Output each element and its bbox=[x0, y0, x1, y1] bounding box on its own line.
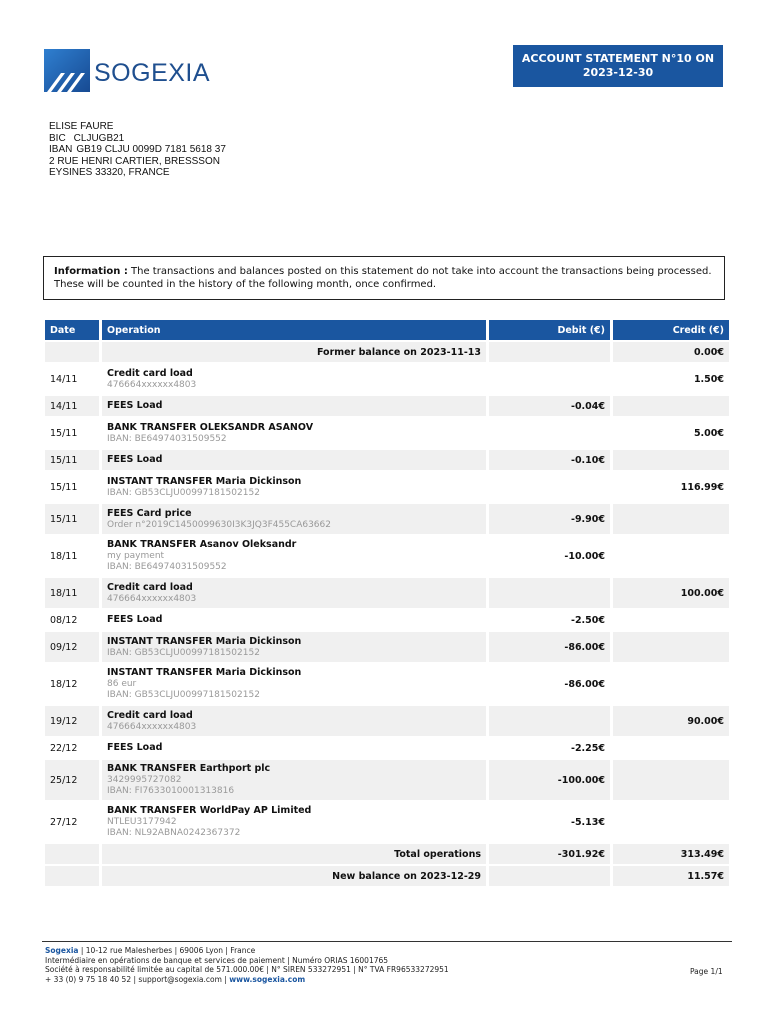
operation-title: BANK TRANSFER Earthport plc bbox=[107, 763, 271, 774]
row-date: 19/12 bbox=[45, 706, 99, 736]
former-balance-row bbox=[45, 342, 729, 362]
operation-title: Credit card load bbox=[107, 709, 193, 721]
row-credit: 90.00€ bbox=[613, 706, 729, 736]
new-balance-row-credit: 11.57€ bbox=[613, 866, 729, 886]
header-operation: Operation bbox=[102, 320, 486, 340]
operation-detail: 3429995727082 bbox=[107, 775, 182, 785]
holder-bic: BIC CLJUGB21 bbox=[49, 132, 125, 144]
table-header-row bbox=[45, 320, 729, 340]
row-debit: -100.00€ bbox=[489, 760, 610, 800]
row-credit bbox=[613, 802, 729, 842]
table-row bbox=[45, 706, 729, 736]
row-date: 15/11 bbox=[50, 481, 78, 493]
row-operation bbox=[102, 364, 486, 394]
total-operations-row bbox=[45, 844, 729, 864]
row-date: 18/11 bbox=[50, 550, 78, 562]
operation-detail: IBAN: GB53CLJU00997181502152 bbox=[107, 647, 260, 658]
operation-detail: IBAN: BE64974031509552 bbox=[107, 562, 227, 572]
table-row bbox=[45, 396, 729, 416]
former-balance-label: Former balance on 2023-11-13 bbox=[102, 342, 486, 362]
row-credit bbox=[613, 536, 729, 576]
row-debit: -86.00€ bbox=[489, 632, 610, 662]
row-operation bbox=[102, 610, 486, 630]
footer-brand: Sogexia bbox=[45, 946, 79, 955]
operation-detail: IBAN: FI7633010001313816 bbox=[107, 786, 235, 796]
row-date: 18/12 bbox=[50, 678, 78, 690]
row-operation bbox=[102, 664, 486, 704]
footer-line2: Intermédiaire en opérations de banque et services de paiement | Numéro ORIAS 16001765 bbox=[45, 955, 389, 965]
operation-detail: IBAN: GB53CLJU00997181502152 bbox=[107, 487, 260, 498]
row-date: 14/11 bbox=[50, 373, 78, 385]
information-notice bbox=[43, 256, 725, 300]
row-date: 14/11 bbox=[45, 396, 99, 416]
row-date: 09/12 bbox=[45, 632, 99, 662]
information-label: Information : bbox=[54, 266, 128, 277]
operation-detail: my payment bbox=[107, 551, 165, 561]
total-operations-row-debit: -301.92€ bbox=[489, 844, 610, 864]
holder-address-line2: EYSINES 33320, FRANCE bbox=[49, 167, 170, 178]
row-debit bbox=[489, 706, 610, 736]
row-date: 15/11 bbox=[50, 427, 78, 439]
table-row bbox=[45, 472, 729, 502]
row-credit: 5.00€ bbox=[693, 427, 724, 439]
row-date: 18/11 bbox=[45, 578, 99, 608]
row-date: 15/11 bbox=[45, 504, 99, 534]
brand-name: SOGEXIA bbox=[94, 58, 211, 87]
holder-address-line1: 2 RUE HENRI CARTIER, BRESSSON bbox=[49, 155, 220, 167]
footer-website-link[interactable]: www.sogexia.com bbox=[229, 974, 306, 984]
new-balance-row-debit bbox=[489, 866, 610, 886]
row-credit bbox=[613, 664, 729, 704]
row-debit: -2.25€ bbox=[571, 742, 605, 754]
row-debit: -0.10€ bbox=[489, 450, 610, 470]
table-row bbox=[45, 504, 729, 534]
table-row bbox=[45, 364, 729, 394]
statement-title-line2: 2023-12-30 bbox=[582, 66, 654, 79]
row-date: 08/12 bbox=[50, 614, 78, 626]
page-number: Page 1/1 bbox=[690, 967, 723, 976]
footer-line1: Sogexia | 10-12 rue Malesherbes | 69006 Lyon | France bbox=[45, 946, 256, 955]
operation-title: FEES Load bbox=[107, 614, 163, 625]
table-row bbox=[45, 610, 729, 630]
table-row bbox=[45, 450, 729, 470]
operation-detail: 476664xxxxxx4803 bbox=[107, 379, 197, 390]
new-balance-row-label: New balance on 2023-12-29 bbox=[102, 866, 486, 886]
operation-detail: IBAN: BE64974031509552 bbox=[107, 433, 227, 444]
row-credit bbox=[613, 760, 729, 800]
total-operations-row-credit: 313.49€ bbox=[613, 844, 729, 864]
footer bbox=[45, 946, 449, 984]
table-row bbox=[45, 536, 729, 576]
operation-title: Credit card load bbox=[107, 367, 193, 379]
row-debit: -5.13€ bbox=[571, 816, 605, 828]
table-row bbox=[45, 760, 729, 800]
row-credit bbox=[613, 610, 729, 630]
table-row bbox=[45, 738, 729, 758]
row-date: 27/12 bbox=[50, 816, 78, 828]
row-operation bbox=[102, 472, 486, 502]
row-operation bbox=[102, 536, 486, 576]
holder-iban: IBAN GB19 CLJU 0099D 7181 5618 37 bbox=[49, 144, 226, 155]
operation-title: FEES Load bbox=[107, 454, 163, 465]
row-credit: 116.99€ bbox=[680, 481, 724, 493]
operation-title: INSTANT TRANSFER Maria Dickinson bbox=[107, 475, 302, 487]
footer-line4: + 33 (0) 9 75 18 40 52 | support@sogexia.com | www.sogexia.com bbox=[45, 974, 306, 984]
header-debit: Debit (€) bbox=[489, 320, 610, 340]
total-operations-row-label: Total operations bbox=[102, 844, 486, 864]
row-operation bbox=[102, 802, 486, 842]
table-row bbox=[45, 802, 729, 842]
header-credit: Credit (€) bbox=[613, 320, 729, 340]
row-operation bbox=[102, 632, 486, 662]
operation-title: BANK TRANSFER Asanov Oleksandr bbox=[107, 539, 297, 550]
operation-detail: IBAN: GB53CLJU00997181502152 bbox=[107, 690, 260, 700]
row-date: 25/12 bbox=[45, 760, 99, 800]
row-date: 22/12 bbox=[50, 742, 78, 754]
row-credit: 100.00€ bbox=[613, 578, 729, 608]
operation-title: FEES Load bbox=[107, 400, 163, 411]
row-debit: -86.00€ bbox=[564, 678, 605, 690]
operation-title: BANK TRANSFER WorldPay AP Limited bbox=[107, 805, 312, 816]
holder-name: ELISE FAURE bbox=[49, 121, 114, 132]
row-operation bbox=[102, 706, 486, 736]
former-balance-value: 0.00€ bbox=[613, 342, 729, 362]
table-row bbox=[45, 664, 729, 704]
row-debit: -10.00€ bbox=[564, 550, 605, 562]
row-debit: -2.50€ bbox=[571, 614, 605, 626]
transactions-table bbox=[42, 318, 732, 888]
row-operation bbox=[102, 450, 486, 470]
information-text: The transactions and balances posted on this statement do not take into account the transactions being processed. These will be counted in the history of the following month, once confirmed. bbox=[54, 266, 712, 290]
row-credit bbox=[613, 632, 729, 662]
row-credit bbox=[613, 396, 729, 416]
row-debit bbox=[489, 364, 610, 394]
operation-detail: Order n°2019C1450099630I3K3JQ3F455CA63662 bbox=[107, 519, 331, 530]
row-credit bbox=[613, 738, 729, 758]
row-debit: -0.04€ bbox=[489, 396, 610, 416]
operation-title: FEES Load bbox=[107, 742, 163, 753]
footer-divider bbox=[42, 941, 732, 942]
row-credit bbox=[613, 450, 729, 470]
row-debit bbox=[489, 472, 610, 502]
table-row bbox=[45, 578, 729, 608]
sogexia-logo-icon bbox=[44, 49, 90, 92]
header-date: Date bbox=[45, 320, 99, 340]
row-operation bbox=[102, 504, 486, 534]
row-operation bbox=[102, 738, 486, 758]
company-logo bbox=[44, 49, 210, 92]
row-operation bbox=[102, 418, 486, 448]
operation-title: Credit card load bbox=[107, 581, 193, 593]
operation-detail: 476664xxxxxx4803 bbox=[107, 593, 197, 604]
statement-title-line1: ACCOUNT STATEMENT N°10 ON bbox=[521, 52, 715, 65]
row-debit: -9.90€ bbox=[489, 504, 610, 534]
operation-title: BANK TRANSFER OLEKSANDR ASANOV bbox=[107, 421, 314, 433]
operation-title: INSTANT TRANSFER Maria Dickinson bbox=[107, 635, 302, 647]
table-row bbox=[45, 632, 729, 662]
row-credit bbox=[613, 504, 729, 534]
row-operation bbox=[102, 578, 486, 608]
operation-detail: NTLEU3177942 bbox=[107, 817, 177, 827]
row-operation bbox=[102, 396, 486, 416]
operation-title: FEES Card price bbox=[107, 507, 192, 519]
footer-line3: Société à responsabilité limitée au capital de 571.000.00€ | N° SIREN 533272951 | N° TVA FR96533272951 bbox=[45, 965, 449, 974]
operation-detail: IBAN: NL92ABNA0242367372 bbox=[107, 828, 241, 838]
row-debit bbox=[489, 418, 610, 448]
operation-title: INSTANT TRANSFER Maria Dickinson bbox=[107, 667, 302, 678]
row-date: 15/11 bbox=[45, 450, 99, 470]
statement-title bbox=[513, 45, 723, 87]
account-holder-block bbox=[49, 121, 226, 179]
operation-detail: 476664xxxxxx4803 bbox=[107, 721, 197, 732]
new-balance-row bbox=[45, 866, 729, 886]
row-operation bbox=[102, 760, 486, 800]
table-row bbox=[45, 418, 729, 448]
row-credit: 1.50€ bbox=[693, 373, 724, 385]
operation-detail: 86 eur bbox=[107, 679, 137, 689]
row-debit bbox=[489, 578, 610, 608]
